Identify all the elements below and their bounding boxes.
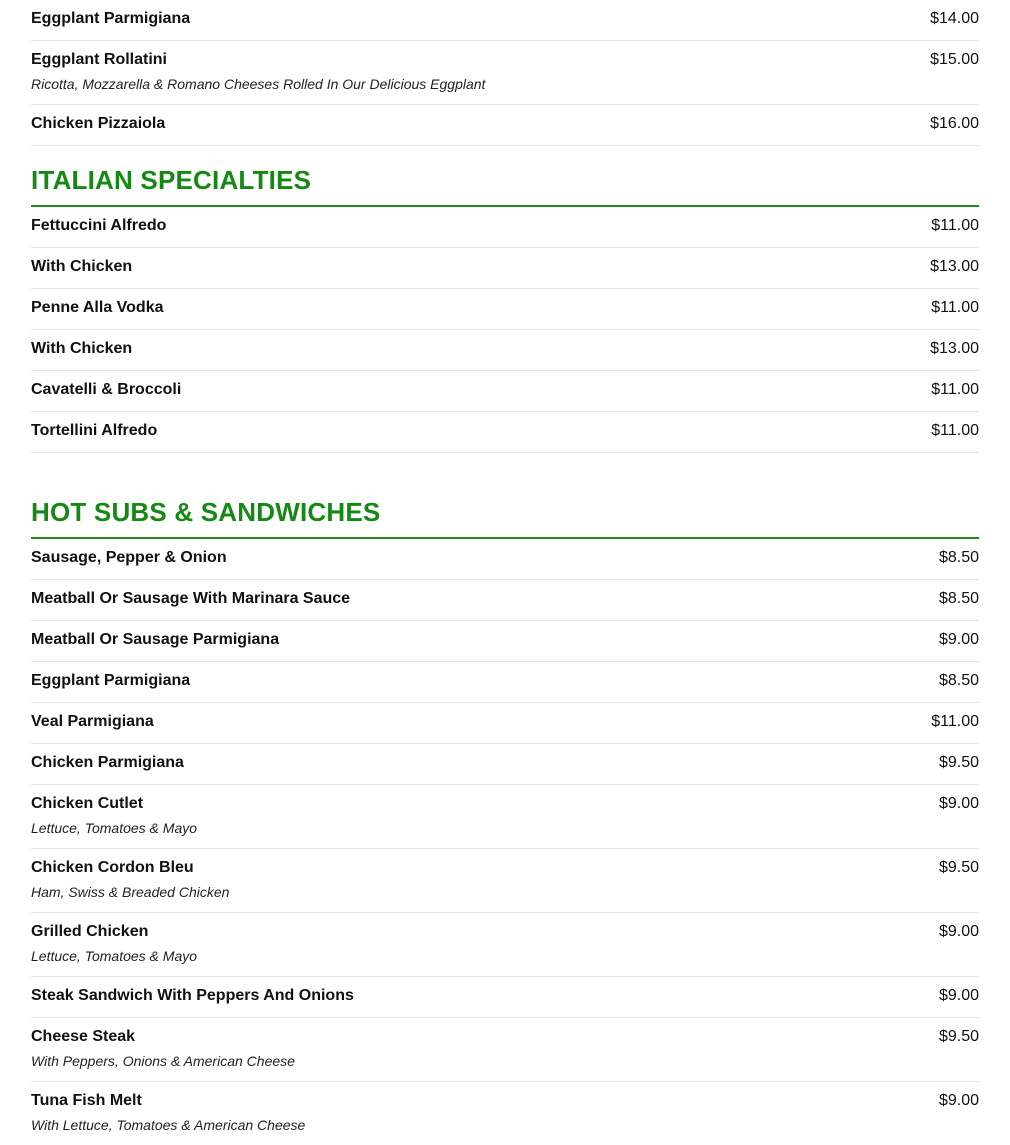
menu-item <box>31 849 979 913</box>
item-name: Penne Alla Vodka <box>31 299 164 316</box>
item-name: Meatball Or Sausage With Marinara Sauce <box>31 590 351 607</box>
section-title: ITALIAN SPECIALTIES <box>31 165 312 195</box>
menu-item <box>31 662 979 703</box>
item-price: $9.00 <box>938 987 979 1004</box>
menu-section <box>31 0 979 146</box>
menu-item <box>31 289 979 330</box>
item-price: $15.00 <box>930 51 979 68</box>
item-name: Eggplant Rollatini <box>31 51 167 68</box>
menu-section <box>31 165 979 453</box>
menu-item <box>31 0 979 41</box>
menu-item <box>31 105 979 146</box>
item-price: $8.50 <box>938 672 979 689</box>
item-name: Tuna Fish Melt <box>31 1092 142 1109</box>
item-name: Sausage, Pepper & Onion <box>31 549 227 566</box>
item-price: $8.50 <box>938 549 979 566</box>
item-price: $14.00 <box>930 10 979 27</box>
menu-section <box>31 497 979 1145</box>
section-heading <box>31 165 979 207</box>
menu-item <box>31 330 979 371</box>
item-price: $9.00 <box>938 923 979 940</box>
item-name: Eggplant Parmigiana <box>31 672 191 689</box>
item-price: $11.00 <box>931 217 979 234</box>
menu-item <box>31 248 979 289</box>
item-name: Eggplant Parmigiana <box>31 10 191 27</box>
item-description: Lettuce, Tomatoes & Mayo <box>31 948 198 964</box>
item-price: $13.00 <box>930 258 979 275</box>
item-price: $11.00 <box>931 381 979 398</box>
item-name: Veal Parmigiana <box>31 713 154 730</box>
item-name: Meatball Or Sausage Parmigiana <box>31 631 280 648</box>
menu-item <box>31 412 979 453</box>
menu-item <box>31 621 979 662</box>
item-description: With Peppers, Onions & American Cheese <box>31 1053 295 1069</box>
item-price: $11.00 <box>931 713 979 730</box>
item-price: $16.00 <box>930 115 979 132</box>
item-price: $11.00 <box>931 422 979 439</box>
item-name: Chicken Cordon Bleu <box>31 859 194 876</box>
item-price: $9.50 <box>938 754 979 771</box>
item-name: Steak Sandwich With Peppers And Onions <box>31 987 354 1004</box>
item-price: $9.00 <box>938 1092 979 1109</box>
item-name: Chicken Pizzaiola <box>31 115 166 132</box>
item-description: Ham, Swiss & Breaded Chicken <box>31 884 230 900</box>
item-price: $9.50 <box>938 1028 979 1045</box>
menu-item <box>31 207 979 248</box>
menu-item <box>31 785 979 849</box>
menu-item <box>31 977 979 1018</box>
item-name: Chicken Cutlet <box>31 795 144 812</box>
section-title: HOT SUBS & SANDWICHES <box>31 497 381 527</box>
item-name: Cheese Steak <box>31 1028 136 1045</box>
menu-item <box>31 913 979 977</box>
item-price: $9.00 <box>938 795 979 812</box>
item-description: Ricotta, Mozzarella & Romano Cheeses Rolled In Our Delicious Eggplant <box>31 76 486 92</box>
section-heading <box>31 497 979 539</box>
menu-item <box>31 539 979 580</box>
menu-item <box>31 703 979 744</box>
menu-item <box>31 1018 979 1082</box>
menu-item <box>31 744 979 785</box>
menu-item <box>31 580 979 621</box>
menu-item <box>31 41 979 105</box>
item-price: $9.00 <box>938 631 979 648</box>
item-name: Cavatelli & Broccoli <box>31 381 182 398</box>
item-name: Grilled Chicken <box>31 923 149 940</box>
item-name: Fettuccini Alfredo <box>31 217 167 234</box>
item-name: With Chicken <box>31 340 133 357</box>
item-price: $13.00 <box>930 340 979 357</box>
item-price: $8.50 <box>938 590 979 607</box>
menu-item <box>31 371 979 412</box>
item-name: With Chicken <box>31 258 133 275</box>
item-name: Chicken Parmigiana <box>31 754 184 771</box>
item-price: $9.50 <box>938 859 979 876</box>
item-name: Tortellini Alfredo <box>31 422 158 439</box>
item-description: Lettuce, Tomatoes & Mayo <box>31 820 198 836</box>
item-description: With Lettuce, Tomatoes & American Cheese <box>31 1117 306 1133</box>
item-price: $11.00 <box>931 299 979 316</box>
menu <box>31 0 979 1145</box>
